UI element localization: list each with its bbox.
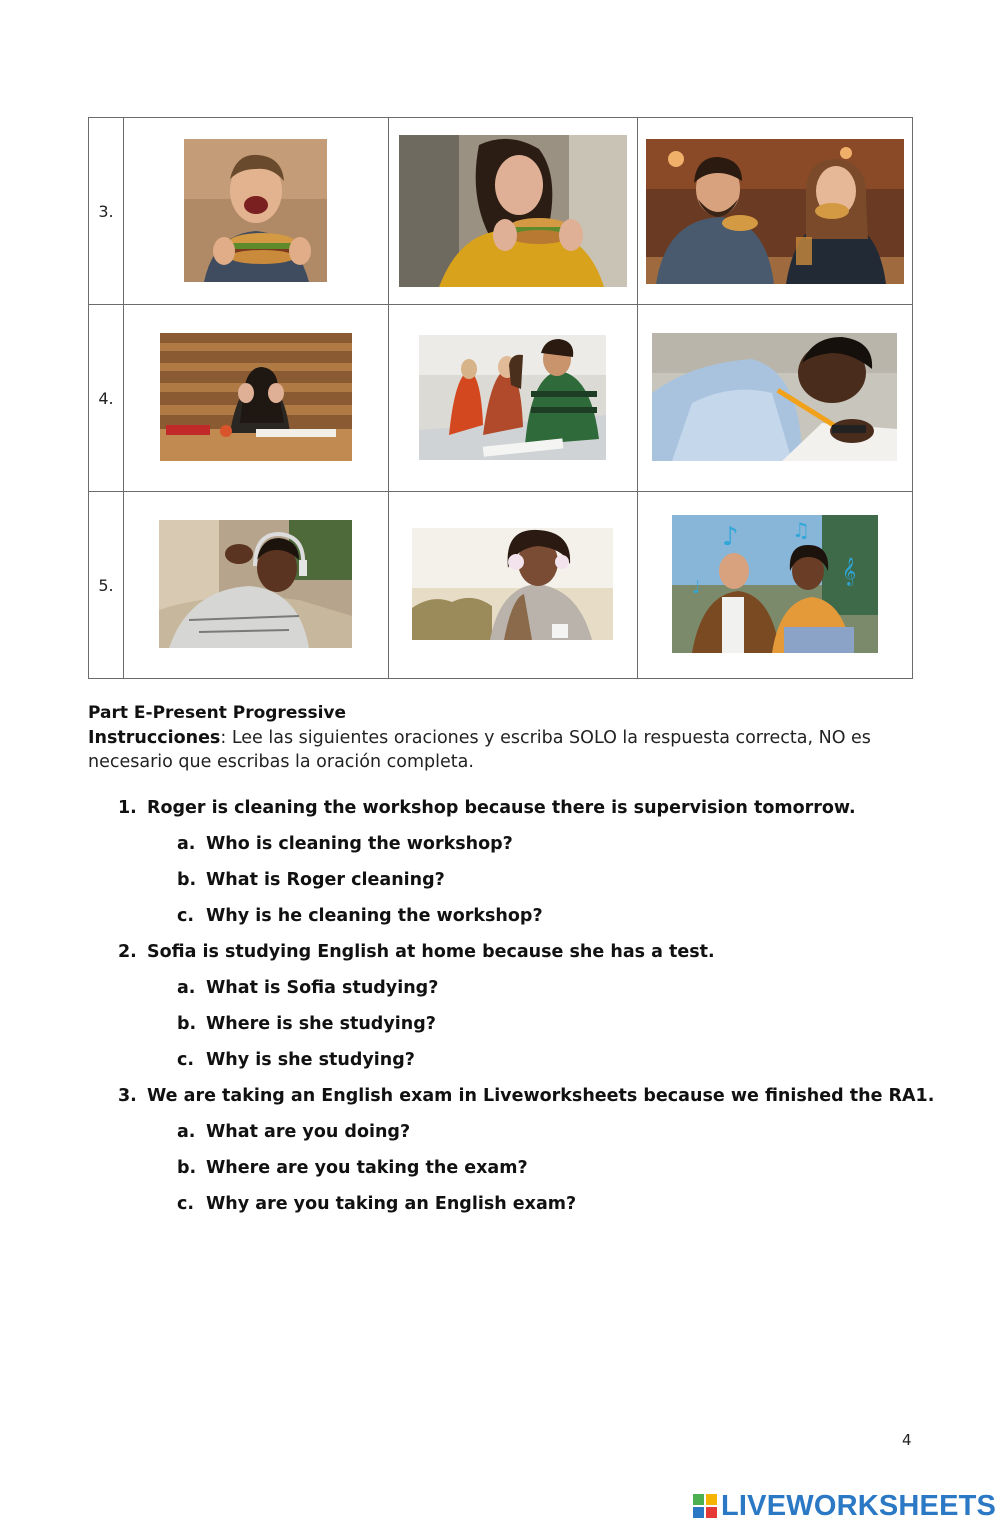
svg-text:♫: ♫ (792, 518, 810, 542)
question-text: Sofia is studying English at home because she has a test. (147, 942, 715, 962)
sub-question-text: What is Roger cleaning? (206, 870, 445, 890)
sub-question (177, 834, 513, 854)
photo-student-stressed-lecture-hall (160, 333, 352, 461)
photo-man-eating-burger (184, 139, 327, 282)
row-number: 5. (89, 492, 124, 679)
sub-question (177, 870, 445, 890)
liveworksheets-logo-icon (693, 1494, 717, 1518)
sub-question-letter: c. (177, 1194, 195, 1214)
question-text: Roger is cleaning the workshop because there is supervision tomorrow. (147, 798, 856, 818)
sub-question-letter: b. (177, 1014, 197, 1034)
photo-couple-eating-burgers (646, 139, 904, 284)
photo-boy-writing (652, 333, 897, 461)
table-row (89, 118, 913, 305)
photo-woman-headphones-outdoors (412, 528, 613, 640)
sub-question-letter: b. (177, 870, 197, 890)
question-number: 2. (118, 942, 137, 962)
photo-woman-eating-burger (399, 135, 627, 287)
sub-question-text: What are you doing? (206, 1122, 411, 1142)
liveworksheets-logo[interactable] (693, 1488, 996, 1524)
sub-question-text: Where is she studying? (206, 1014, 436, 1034)
sub-question-text: Where are you taking the exam? (206, 1158, 528, 1178)
table-row (89, 492, 913, 679)
sub-question-letter: c. (177, 906, 195, 926)
instructions (88, 726, 908, 774)
row-number: 3. (89, 118, 124, 305)
svg-text:♪: ♪ (722, 522, 739, 552)
photo-man-listening-music-couch (159, 520, 352, 648)
sub-question (177, 1014, 436, 1034)
svg-text:♩: ♩ (692, 577, 701, 598)
question (118, 942, 715, 962)
sub-question-text: Why is she studying? (206, 1050, 415, 1070)
row-number: 4. (89, 305, 124, 492)
sub-question (177, 906, 543, 926)
instructions-label: Instrucciones (88, 728, 221, 748)
sub-question (177, 978, 438, 998)
sub-question (177, 1194, 576, 1214)
photo-students-writing-exam (419, 335, 606, 460)
picture-table (88, 117, 913, 679)
sub-question-text: Why are you taking an English exam? (206, 1194, 577, 1214)
sub-question-letter: c. (177, 1050, 195, 1070)
section-title: Part E-Present Progressive (88, 703, 347, 723)
question-number: 3. (118, 1086, 137, 1106)
svg-text:𝄞: 𝄞 (842, 557, 857, 585)
page-number: 4 (902, 1431, 912, 1449)
question (118, 1086, 934, 1106)
sub-question-text: What is Sofia studying? (206, 978, 439, 998)
photo-couple-listening-music (672, 515, 878, 653)
sub-question-letter: b. (177, 1158, 197, 1178)
instructions-text: : Lee las siguientes oraciones y escriba SOLO la respuesta correcta, NO es necesario que escribas la oración completa. (88, 728, 871, 772)
sub-question-letter: a. (177, 1122, 196, 1142)
sub-question (177, 1158, 528, 1178)
sub-question-letter: a. (177, 978, 196, 998)
sub-question (177, 1122, 410, 1142)
question-text: We are taking an English exam in Liveworksheets because we finished the RA1. (147, 1086, 935, 1106)
logo-text: LIVEWORKSHEETS (721, 1489, 997, 1522)
sub-question-text: Who is cleaning the workshop? (206, 834, 513, 854)
question (118, 798, 856, 818)
sub-question (177, 1050, 415, 1070)
sub-question-text: Why is he cleaning the workshop? (206, 906, 543, 926)
question-number: 1. (118, 798, 137, 818)
table-row (89, 305, 913, 492)
sub-question-letter: a. (177, 834, 196, 854)
